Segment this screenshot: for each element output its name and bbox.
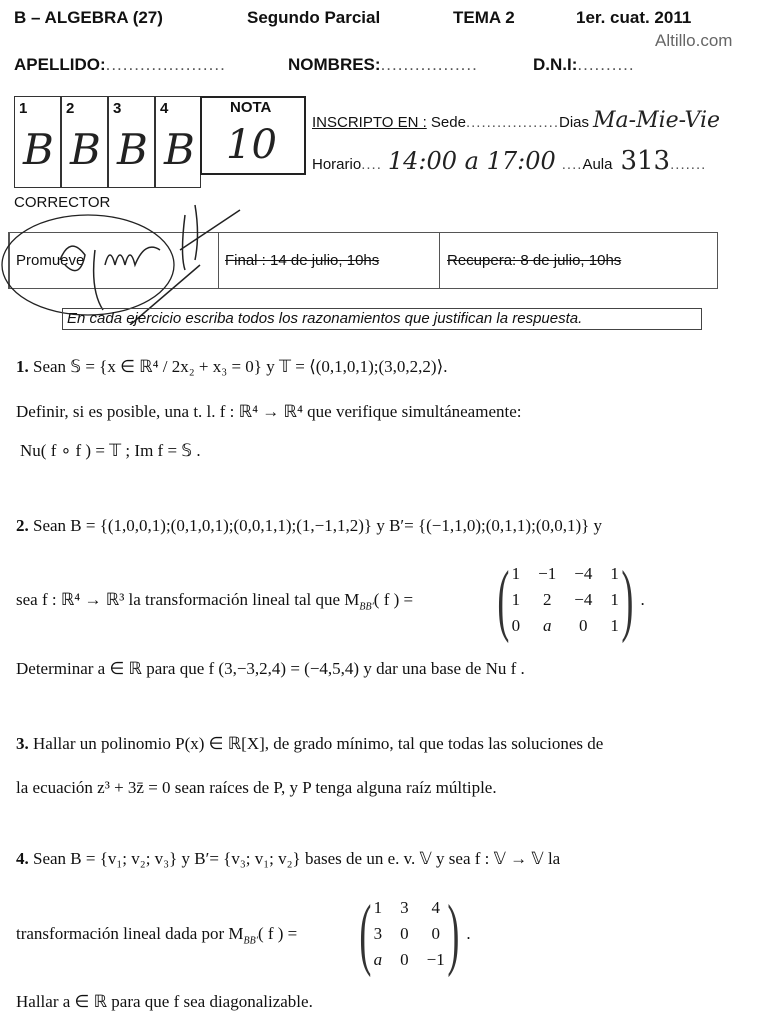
matrix-entry: 1 [610, 616, 619, 635]
matrix-entry: 3 [400, 898, 409, 917]
matrix-entry: a [373, 950, 383, 969]
watermark: Altillo.com [655, 31, 733, 50]
problem-1-line-2: Definir, si es posible, una t. l. f : ℝ⁴ → ℝ⁴ que verifique simultáneamente: [16, 402, 522, 421]
matrix-entry: 1 [511, 564, 521, 583]
apellido-label: APELLIDO: [14, 55, 106, 74]
problem-text: ( f ) = [257, 924, 298, 943]
problem-number: 4. [16, 849, 29, 868]
matrix-subscript: BB′ [359, 601, 374, 613]
problem-4-line-2 [16, 924, 297, 946]
sede-label: Sede [430, 114, 466, 131]
matrix-entry: −1 [426, 950, 445, 969]
apellido-field: APELLIDO:..................... [14, 55, 226, 74]
matrix-entry: −4 [574, 564, 593, 583]
instruction-text: En cada ejercicio escriba todos los razonamientos que justifican la respuesta. [67, 310, 583, 327]
problem-4-matrix: ( 1 3 4 3 0 0 a 0 −1 ) . [359, 890, 471, 978]
problem-text: transformación lineal dada por M [16, 924, 244, 943]
horario-label: Horario [312, 156, 362, 173]
problem-3-line-1 [16, 734, 603, 754]
matrix-entry: 1 [373, 898, 383, 917]
matrix-subscript: BB′ [243, 935, 258, 947]
matrix-entry: 2 [542, 590, 552, 609]
grade-mark: B [23, 125, 54, 174]
matrix-entry: 0 [400, 950, 409, 969]
problem-number: 1. [16, 357, 29, 376]
problem-text: ( f ) = [373, 590, 414, 609]
grade-cell-label: 4 [160, 100, 169, 117]
left-paren: ( [359, 890, 372, 978]
matrix-entry: −1 [538, 564, 557, 583]
problem-text: Sean 𝕊 = {x ∈ ℝ⁴ / 2x₂ + x₃ = 0} y 𝕋 = ⟨(0,1,0,1);(3,0,2,2)⟩. [33, 357, 448, 376]
matrix-entry: 0 [511, 616, 521, 635]
problem-1-line-1 [16, 357, 447, 377]
matrix-entry: 0 [431, 924, 440, 943]
recupera-label: Recupera: 8 de julio, 10hs [447, 252, 622, 269]
left-paren: ( [497, 556, 510, 644]
exam-name: Segundo Parcial [247, 8, 381, 27]
dni-label: D.N.I: [533, 55, 578, 74]
problem-2-line-2 [16, 590, 413, 612]
problem-4-line-1 [16, 849, 560, 869]
grade-mark: B [70, 125, 101, 174]
aula-value: 313 [620, 146, 671, 176]
inscripto-row: INSCRIPTO EN : Sede .................. Dias Ma-Mie-Vie [312, 108, 721, 133]
nombres-field: NOMBRES:................. [288, 55, 478, 74]
problem-text: Sean B = {v₁; v₂; v₃} y B′= {v₃; v₁; v₂} bases de un e. v. 𝕍 y sea f : 𝕍 → 𝕍 la [33, 849, 561, 868]
matrix-entry: 3 [373, 924, 383, 943]
matrix-entry: 1 [610, 590, 619, 609]
exam-term: 1er. cuat. 2011 [576, 8, 692, 27]
final-label: Final : 14 de julio, 10hs [225, 252, 380, 269]
problem-4-line-3: Hallar a ∈ ℝ para que f sea diagonalizable. [16, 992, 313, 1011]
grade-cell-label: 2 [66, 100, 75, 117]
matrix-entry: a [542, 616, 552, 635]
corrector-signature [0, 175, 320, 325]
problem-3-line-2: la ecuación z³ + 3z̄ = 0 sean raíces de P, y P tenga alguna raíz múltiple. [16, 778, 497, 797]
dias-label: Dias [558, 114, 589, 131]
exam-tema: TEMA 2 [453, 8, 515, 27]
dias-value: Ma-Mie-Vie [593, 108, 721, 133]
grade-cell-label: 3 [113, 100, 122, 117]
problem-1-line-3: Nu( f ∘ f ) = 𝕋 ; Im f = 𝕊 . [20, 441, 201, 460]
problem-2-matrix: ( 1 −1 −4 1 1 2 −4 1 0 a 0 1 ) . [497, 556, 645, 644]
inscripto-label: INSCRIPTO EN : [312, 114, 427, 131]
grade-mark: B [164, 125, 195, 174]
right-paren: ) [447, 890, 460, 978]
instruction-box [62, 308, 702, 330]
nota-value: 10 [226, 122, 277, 168]
grade-cell-label: 1 [19, 100, 28, 117]
matrix-entry: 1 [511, 590, 521, 609]
nota-cell [200, 96, 306, 175]
problem-number: 3. [16, 734, 29, 753]
problem-text: Sean B = {(1,0,0,1);(0,1,0,1);(0,0,1,1);(1,−1,1,2)} y B′= {(−1,1,0);(0,1,1);(0,0,1)} y [33, 516, 603, 535]
problem-2-line-3: Determinar a ∈ ℝ para que f (3,−3,2,4) = (−4,5,4) y dar una base de Nu f . [16, 659, 525, 678]
course-title: B – ALGEBRA (27) [14, 8, 163, 27]
grade-mark: B [117, 125, 148, 174]
problem-2-line-1 [16, 516, 602, 536]
promueve-label: Promueve [16, 252, 85, 269]
right-paren: ) [621, 556, 634, 644]
matrix-entry: 0 [579, 616, 588, 635]
corrector-label: CORRECTOR [14, 194, 111, 211]
problem-text: Hallar un polinomio P(x) ∈ ℝ[X], de grado mínimo, tal que todas las soluciones de [33, 734, 604, 753]
aula-label: Aula [582, 156, 613, 173]
matrix-entry: 0 [400, 924, 409, 943]
matrix-entry: −4 [574, 590, 593, 609]
matrix-entry: 1 [610, 564, 619, 583]
problem-number: 2. [16, 516, 29, 535]
nota-label: NOTA [230, 99, 272, 116]
horario-value: 14:00 a 17:00 [387, 147, 556, 175]
dni-field: D.N.I:.......... [533, 55, 635, 74]
nombres-label: NOMBRES: [288, 55, 381, 74]
horario-row: Horario .... 14:00 a 17:00 .... Aula 313 ....... [312, 146, 707, 176]
problem-text: sea f : ℝ⁴ → ℝ³ la transformación lineal tal que M [16, 590, 360, 609]
matrix-entry: 4 [431, 898, 440, 917]
